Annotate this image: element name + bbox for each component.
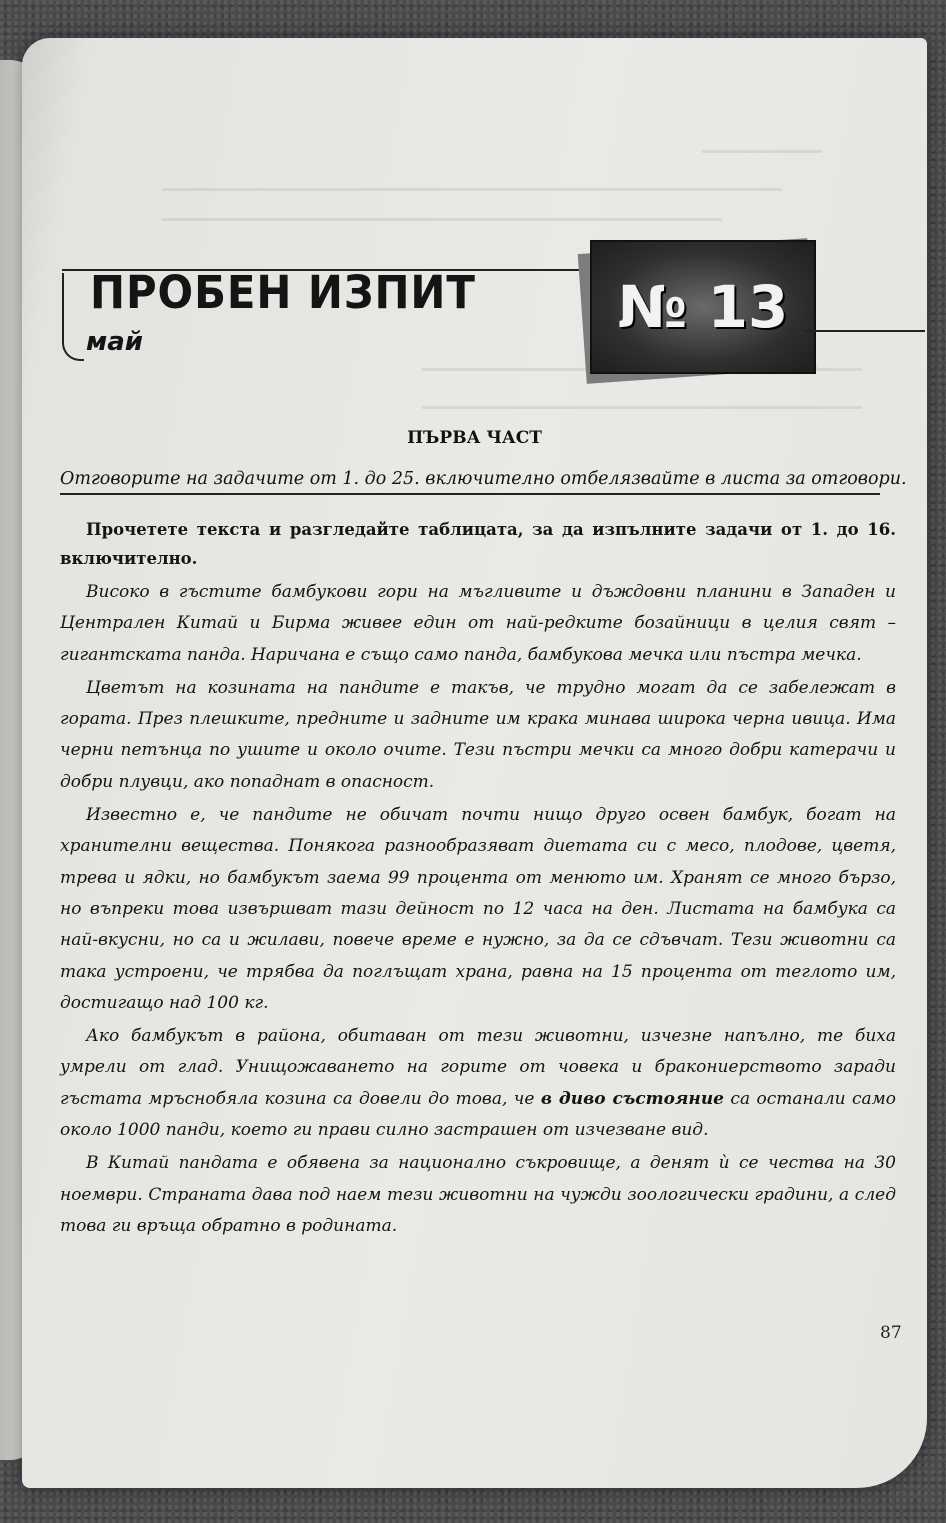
paragraph: Цветът на козината на пандите е такъв, че трудно могат да се забележат в гората. През плешките, предните и задните им крака минава широка черна ивица. Има черни петънца по ушите и около очите. Тези пъстри мечки са много добри катерачи и добри плувци, ако попаднат в опасност. [60, 677, 896, 792]
section-instruction: Отговорите на задачите от 1. до 25. включително отбелязвайте в листа за отговори. [60, 469, 907, 489]
title-bracket [62, 273, 84, 361]
exam-number: № 13 [617, 273, 789, 341]
paragraph: Високо в гъстите бамбукови гори на мъгливите и дъждовни планини в Западен и Централен Китай и Бирма живее един от най-редките бозайници в целия свят – гигантската панда. Наричана е също само панда, бамбукова мечка или пъстра мечка. [60, 582, 896, 665]
page-number-label: 87 [880, 1323, 902, 1343]
paragraph-text: Ако бамбукът в района, обитаван от тези животни, изчезне напълно, те биха умрели от глад. Унищожаването на горите от човека и бракониерството заради гъстата мръснобяла козина са довели до това, че [60, 1026, 896, 1109]
section-title: ПЪРВА ЧАСТ [407, 428, 542, 448]
highlighted-phrase: в диво състояние [540, 1088, 725, 1109]
reading-text [60, 515, 896, 1244]
exam-title: ПРОБЕН ИЗПИТ [90, 266, 476, 319]
exam-month: май [86, 327, 144, 357]
show-through [162, 218, 722, 221]
exam-number-badge [590, 240, 816, 374]
paragraph [60, 1021, 896, 1146]
paragraph: Известно е, че пандите не обичат почти нищо друго освен бамбук, богат на хранителни вещества. Понякога разнообразяват диетата си с месо, плодове, цветя, трева и ядки, но бамбукът заема 99 процента от менюто им. Хранят се много бързо, но въпреки това извършват тази дейност по 12 часа на ден. Листата на бамбука са най-вкусни, но са и жилави, повече време е нужно, за да се сдъвчат. Тези животни са така устроени, че трябва да поглъщат храна, равна на 15 процента от теглото им, достигащо над 100 кг. [60, 805, 896, 1013]
show-through [162, 188, 782, 191]
show-through [702, 150, 822, 153]
paragraph-text: са останали само около 1000 панди, което ги прави силно застрашен от изчезване вид. [60, 1088, 896, 1141]
paragraph: В Китай пандата е обявена за национално съкровище, а денят ѝ се чества на 30 ноември. Страната дава под наем тези животни на чужди зоологически градини, а след това ги връща обратно в родината. [60, 1153, 896, 1236]
instruction-rule [60, 493, 880, 495]
badge-rule [805, 330, 925, 332]
book-page [22, 38, 927, 1488]
show-through [422, 406, 862, 409]
task-instruction: Прочетете текста и разгледайте таблицата, за да изпълните задачи от 1. до 16. включително. [60, 520, 896, 568]
